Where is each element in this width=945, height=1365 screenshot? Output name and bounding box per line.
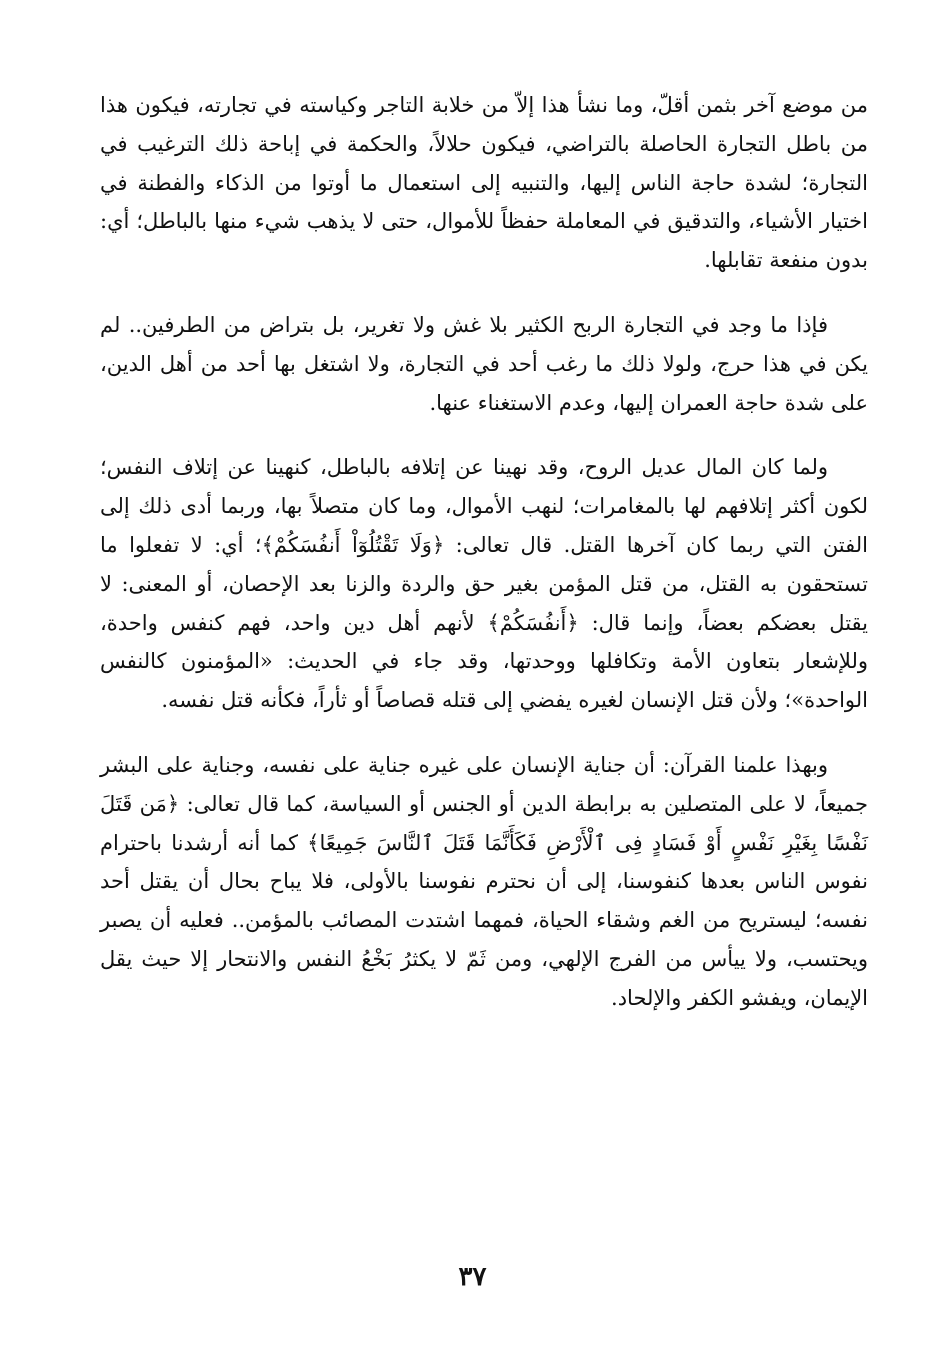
page-body	[100, 86, 868, 1044]
paragraph-2: فإذا ما وجد في التجارة الربح الكثير بلا غش ولا تغرير، بل بتراض من الطرفين.. لم يكن في هذا حرج، ولولا ذلك ما رغب أحد في التجارة، ولا اشتغل بها أحد من أهل الدين، على شدة حاجة العمران إليها، وعدم الاستغناء عنها.	[100, 312, 868, 415]
paragraph-3: ولما كان المال عديل الروح، وقد نهينا عن إتلافه بالباطل، كنهينا عن إتلاف النفس؛ لكون أكثر إتلافهم لها بالمغامرات؛ لنهب الأموال، وما كان متصلاً بها، وربما أدى ذلك إلى الفتن التي ربما كان آخرها القتل. قال تعالى: ﴿وَلَا تَقْتُلُوٓاْ أَنفُسَكُمْ﴾؛ أي: لا تفعلوا ما تستحقون به القتل، من قتل المؤمن بغير حق والردة والزنا بعد الإحصان، أو المعنى: لا يقتل بعضكم بعضاً، وإنما قال: ﴿أَنفُسَكُمْ﴾ لأنهم أهل دين واحد، فهم كنفس واحدة، وللإشعار بتعاون الأمة وتكافلها ووحدتها، وقد جاء في الحديث: «المؤمنون كالنفس الواحدة»؛ ولأن قتل الإنسان لغيره يفضي إلى قتله قصاصاً أو ثأراً، فكأنه قتل نفسه.	[100, 455, 868, 713]
paragraph-1: من موضع آخر بثمن أقلّ، وما نشأ هذا إلاّ من خلابة التاجر وكياسته في تجارته، فيكون هذا من باطل التجارة الحاصلة بالتراضي، فيكون حلالاً، والحكمة في إباحة ذلك الترغيب في التجارة؛ لشدة حاجة الناس إليها، والتنبيه إلى استعمال ما أوتوا من الذكاء والفطنة في اختيار الأشياء، والتدقيق في المعاملة حفظاً للأموال، حتى لا يذهب شيء منها بالباطل؛ أي: بدون منفعة تقابلها.	[100, 93, 868, 273]
page-number: ٣٧	[458, 1262, 487, 1292]
paragraph-4: وبهذا علمنا القرآن: أن جناية الإنسان على غيره جناية على نفسه، وجناية على البشر جميعاً، لا على المتصلين به برابطة الدين أو الجنس أو السياسة، كما قال تعالى: ﴿مَن قَتَلَ نَفْسًا بِغَيْرِ نَفْسٍ أَوْ فَسَادٍ فِى ٱلْأَرْضِ فَكَأَنَّمَا قَتَلَ ٱلنَّاسَ جَمِيعًا﴾ كما أنه أرشدنا باحترام نفوس الناس بعدها كنفوسنا، إلى أن نحترم نفوسنا بالأولى، فلا يباح بحال أن يقتل أحد نفسه؛ ليستريح من الغم وشقاء الحياة، فمهما اشتدت المصائب بالمؤمن.. فعليه أن يصبر ويحتسب، ولا ييأس من الفرج الإلهي، ومن ثَمّ لا يكثرُ بَخْعُ النفس والانتحار إلا حيث يقل الإيمان، ويفشو الكفر والإلحاد.	[100, 752, 868, 1010]
